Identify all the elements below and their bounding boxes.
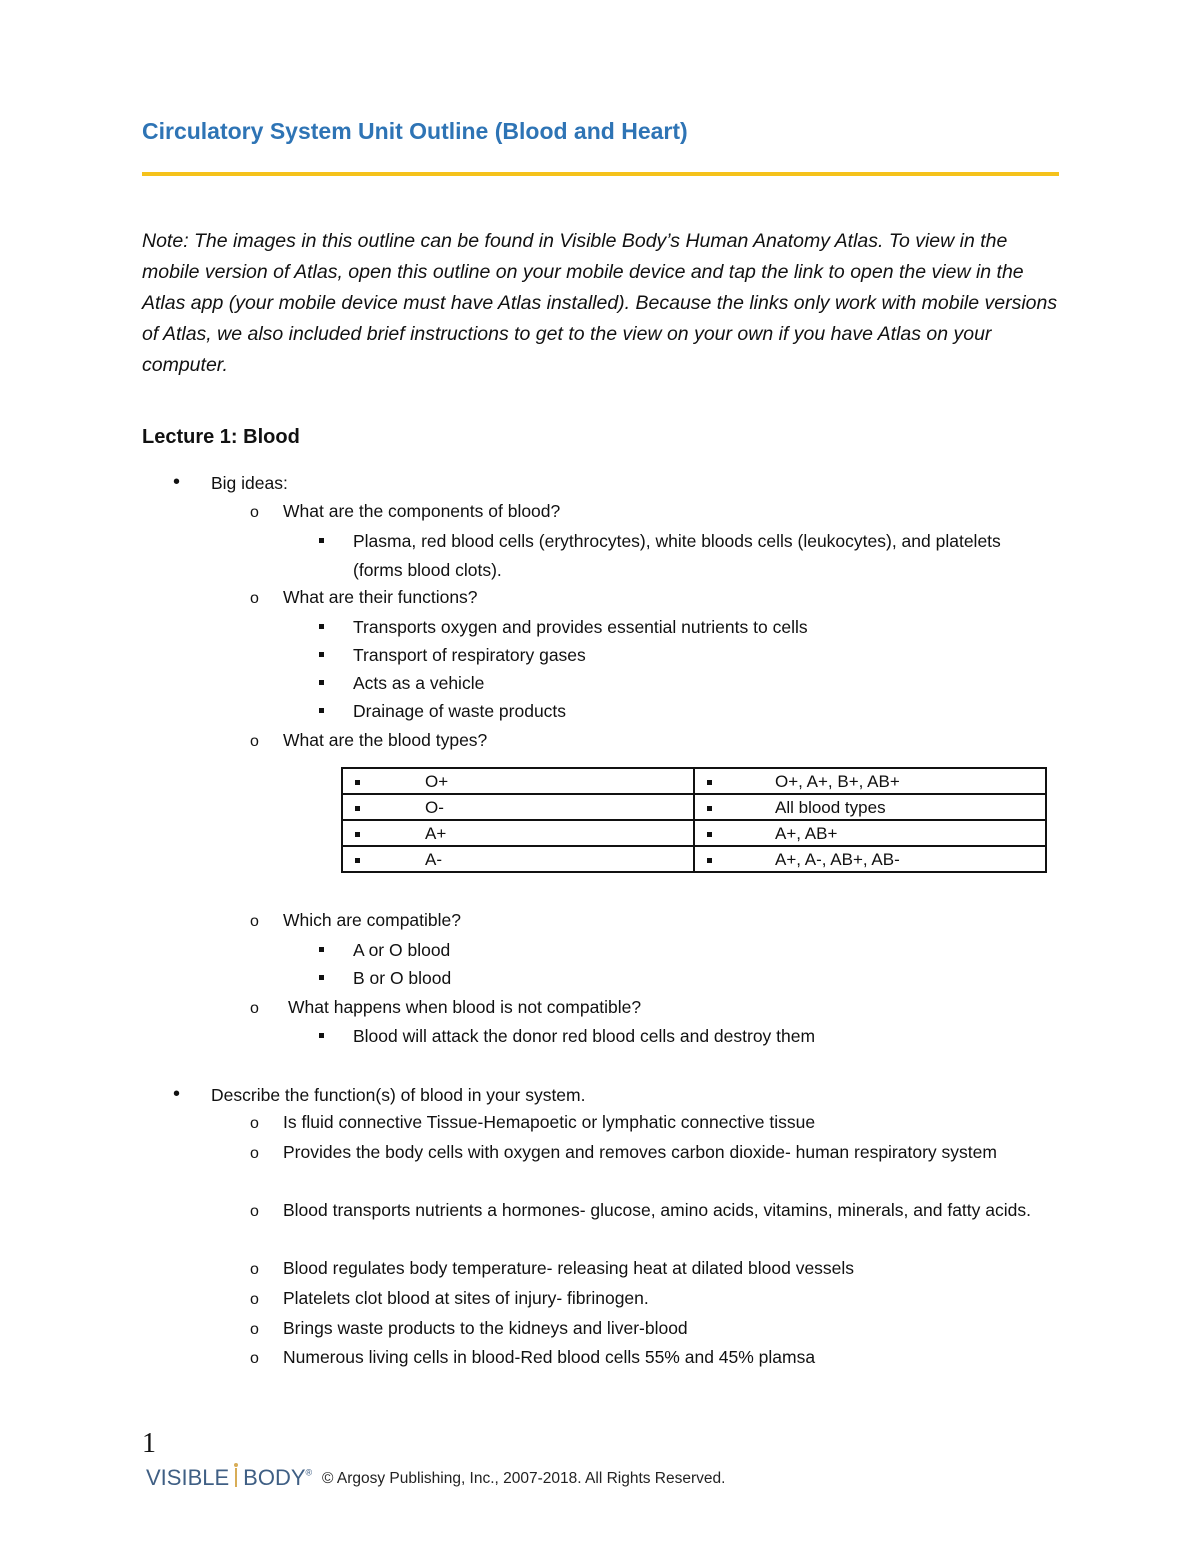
- table-cell: O+, A+, B+, AB+: [694, 768, 1046, 794]
- outline-item-describe-detail: Is fluid connective Tissue-Hemapoetic or lymphatic connective tissue: [283, 1112, 816, 1132]
- table-row: [342, 794, 1046, 820]
- outline-item-function: Transports oxygen and provides essential nutrients to cells: [353, 617, 808, 637]
- lecture-heading: Lecture 1: Blood: [142, 426, 300, 448]
- circle-bullet-icon: o: [250, 1145, 259, 1162]
- outline-item-compatible: B or O blood: [353, 968, 452, 988]
- page-number: 1: [142, 1428, 156, 1459]
- square-bullet-icon: [355, 780, 360, 785]
- outline-item-components-question: What are the components of blood?: [283, 501, 561, 521]
- outline-item-describe-detail: Blood regulates body temperature- releasing heat at dilated blood vessels: [283, 1258, 855, 1278]
- outline-item-describe-detail: Brings waste products to the kidneys and liver-blood: [283, 1318, 688, 1338]
- outline-item-not-compatible-question: What happens when blood is not compatible?: [288, 997, 642, 1017]
- circle-bullet-icon: o: [250, 913, 259, 930]
- outline-item-describe: Describe the function(s) of blood in your system.: [211, 1085, 586, 1105]
- circle-bullet-icon: o: [250, 1115, 259, 1132]
- outline-item-describe-detail: Provides the body cells with oxygen and removes carbon dioxide- human respiratory system: [283, 1142, 997, 1162]
- circle-bullet-icon: o: [250, 1261, 259, 1278]
- square-bullet-icon: [319, 1033, 324, 1038]
- outline-item-big-ideas: Big ideas:: [211, 473, 288, 493]
- square-bullet-icon: [707, 806, 712, 811]
- table-cell: A+, A-, AB+, AB-: [694, 846, 1046, 872]
- figure-icon: [233, 1463, 239, 1487]
- outline-item-function: Acts as a vehicle: [353, 673, 485, 693]
- outline-item-functions-question: What are their functions?: [283, 587, 478, 607]
- outline-item-function: Transport of respiratory gases: [353, 645, 586, 665]
- square-bullet-icon: [355, 806, 360, 811]
- square-bullet-icon: [319, 680, 324, 685]
- square-bullet-icon: [319, 652, 324, 657]
- table-cell: O+: [342, 768, 694, 794]
- circle-bullet-icon: o: [250, 1321, 259, 1338]
- intro-note: Note: The images in this outline can be found in Visible Body’s Human Anatomy Atlas. To view in the mobile version of Atlas, open this outline on your mobile device and tap the link to open the view in the Atlas app (your mobile device must have Atlas installed). Because the links only work with mobile versions of Atlas, we also included brief instructions to get to the view on your own if you have Atlas on your computer.: [142, 230, 1058, 376]
- bullet-icon: •: [173, 1083, 181, 1105]
- outline-item-compatible: A or O blood: [353, 940, 451, 960]
- outline-item-function: Drainage of waste products: [353, 701, 567, 721]
- outline-item-describe-detail: Platelets clot blood at sites of injury- fibrinogen.: [283, 1288, 649, 1308]
- circle-bullet-icon: o: [250, 590, 259, 607]
- square-bullet-icon: [319, 975, 324, 980]
- table-cell: A-: [342, 846, 694, 872]
- outline-item-describe-detail: Numerous living cells in blood-Red blood cells 55% and 45% plamsa: [283, 1347, 816, 1367]
- circle-bullet-icon: o: [250, 1350, 259, 1367]
- square-bullet-icon: [319, 708, 324, 713]
- circle-bullet-icon: o: [250, 1203, 259, 1220]
- registered-icon: ®: [305, 1467, 313, 1478]
- circle-bullet-icon: o: [250, 733, 259, 750]
- title-divider: [142, 172, 1059, 176]
- circle-bullet-icon: o: [250, 1291, 259, 1308]
- table-cell: A+, AB+: [694, 820, 1046, 846]
- table-row: [342, 846, 1046, 872]
- bullet-icon: •: [173, 471, 181, 493]
- square-bullet-icon: [707, 858, 712, 863]
- outline-item-types-question: What are the blood types?: [283, 730, 488, 750]
- circle-bullet-icon: o: [250, 504, 259, 521]
- square-bullet-icon: [355, 832, 360, 837]
- outline-item-compatible-question: Which are compatible?: [283, 910, 461, 930]
- visible-body-logo: [146, 1463, 312, 1497]
- logo-text-left: VISIBLE: [146, 1465, 230, 1490]
- outline-item-not-compatible-answer: Blood will attack the donor red blood cells and destroy them: [353, 1026, 816, 1046]
- page-title: Circulatory System Unit Outline (Blood and Heart): [142, 118, 688, 144]
- blood-types-table: [341, 767, 1047, 873]
- square-bullet-icon: [707, 780, 712, 785]
- square-bullet-icon: [319, 538, 324, 543]
- table-row: [342, 768, 1046, 794]
- square-bullet-icon: [707, 832, 712, 837]
- table-cell: A+: [342, 820, 694, 846]
- table-cell: O-: [342, 794, 694, 820]
- outline-item-describe-detail: Blood transports nutrients a hormones- glucose, amino acids, vitamins, minerals, and fatty acids.: [283, 1200, 1031, 1220]
- table-cell: All blood types: [694, 794, 1046, 820]
- table-row: [342, 820, 1046, 846]
- square-bullet-icon: [319, 624, 324, 629]
- square-bullet-icon: [355, 858, 360, 863]
- outline-item-components-answer: Plasma, red blood cells (erythrocytes), white bloods cells (leukocytes), and platelets (forms blood clots).: [353, 531, 1001, 580]
- circle-bullet-icon: o: [250, 1000, 259, 1017]
- copyright-notice: © Argosy Publishing, Inc., 2007-2018. All Rights Reserved.: [322, 1470, 726, 1487]
- square-bullet-icon: [319, 947, 324, 952]
- logo-text-right: BODY: [243, 1465, 306, 1490]
